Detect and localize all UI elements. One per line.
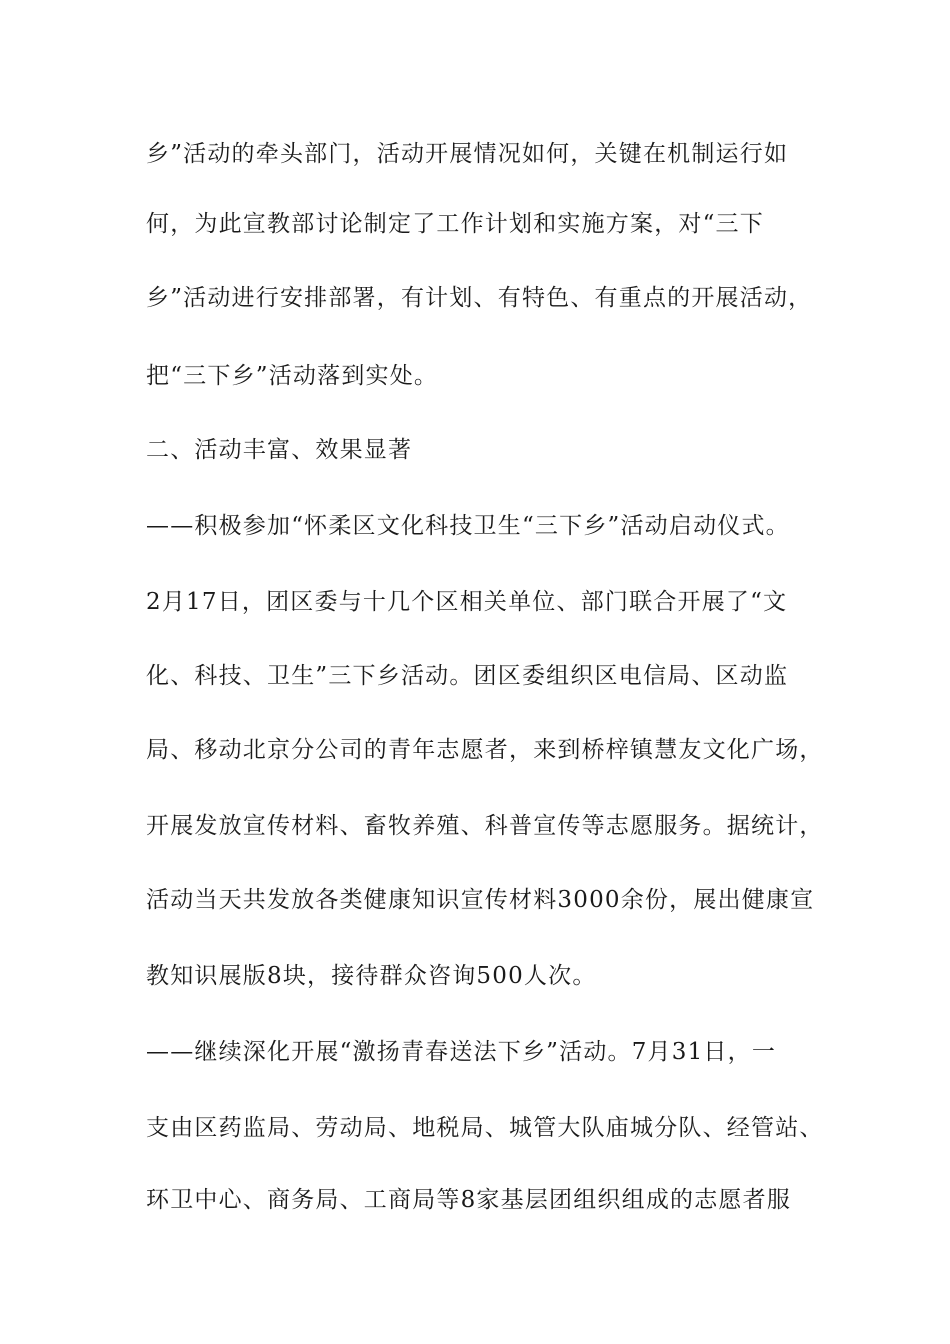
body-text-line: ——继续深化开展“激扬青春送法下乡”活动。7月31日，一	[146, 1039, 777, 1065]
body-text-line: 乡”活动进行安排部署，有计划、有特色、有重点的开展活动，	[146, 285, 813, 311]
body-text-line: 化、科技、卫生”三下乡活动。团区委组织区电信局、区动监	[146, 663, 789, 689]
body-text-line: 乡”活动的牵头部门，活动开展情况如何，关键在机制运行如	[146, 141, 789, 167]
body-text-line: 何，为此宣教部讨论制定了工作计划和实施方案，对“三下	[146, 211, 764, 237]
body-text-line: 活动当天共发放各类健康知识宣传材料3000余份，展出健康宣	[146, 887, 815, 913]
body-text-line: 支由区药监局、劳动局、地税局、城管大队庙城分队、经管站、	[146, 1115, 824, 1141]
body-text-line: ——积极参加“怀柔区文化科技卫生“三下乡”活动启动仪式。	[146, 513, 790, 539]
body-text-line: 2月17日，团区委与十几个区相关单位、部门联合开展了“文	[146, 589, 788, 615]
body-text-line: 教知识展版8块，接待群众咨询500人次。	[146, 963, 597, 989]
section-heading: 二、活动丰富、效果显著	[146, 437, 413, 463]
body-text-line: 局、移动北京分公司的青年志愿者，来到桥梓镇慧友文化广场，	[146, 737, 824, 763]
body-text-line: 环卫中心、商务局、工商局等8家基层团组织组成的志愿者服	[146, 1187, 792, 1213]
body-text-line: 把“三下乡”活动落到实处。	[146, 363, 439, 389]
body-text-line: 开展发放宣传材料、畜牧养殖、科普宣传等志愿服务。据统计，	[146, 813, 824, 839]
